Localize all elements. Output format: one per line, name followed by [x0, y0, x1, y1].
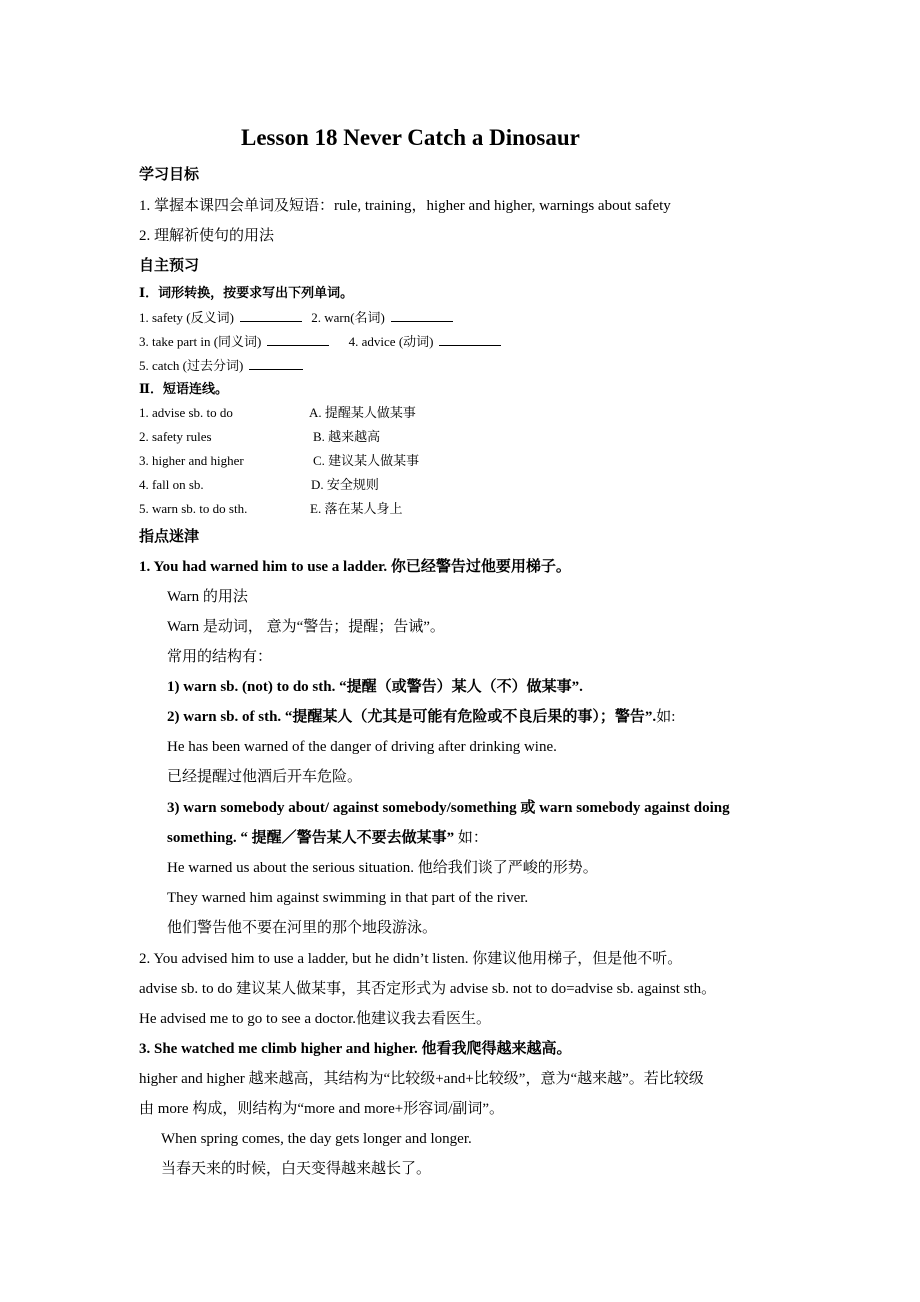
match-right-c: C. 建议某人做某事	[313, 453, 420, 468]
guide-sentence-2: 2. You advised him to use a ladder, but he didn’t listen. 你建议他用梯子，但是他不听。	[139, 951, 683, 967]
question-5: 5. catch (过去分词)	[139, 358, 244, 373]
answer-blank-1[interactable]	[240, 309, 302, 322]
warn-structure-1: 1) warn sb. (not) to do sth. “提醒（或警告）某人（不）做某事”.	[167, 679, 583, 695]
warn-usage-title: Warn 的用法	[167, 589, 248, 605]
comparative-usage-line-1: higher and higher 越来越高，其结构为“比较级+and+比较级”，意为“越来越”。若比较级	[139, 1071, 704, 1087]
answer-blank-3[interactable]	[267, 333, 329, 346]
match-left-2: 2. safety rules	[139, 429, 212, 444]
comparative-example-cn: 当春天来的时候，白天变得越来越长了。	[161, 1161, 432, 1177]
guide-heading: 指点迷津	[139, 529, 200, 545]
match-left-1: 1. advise sb. to do	[139, 405, 233, 420]
warn-structure-3-text: something. “ 提醒／警告某人不要去做某事”	[167, 830, 455, 846]
question-1: 1. safety (反义词)	[139, 310, 234, 325]
exercise-row-1	[139, 309, 453, 326]
page-title: Lesson 18 Never Catch a Dinosaur	[241, 125, 580, 150]
question-4: 4. advice (动词)	[348, 334, 434, 349]
example-3-en: They warned him against swimming in that part of the river.	[167, 890, 529, 906]
example-1-en: He has been warned of the danger of driving after drinking wine.	[167, 739, 557, 755]
goal-item-2: 2. 理解祈使句的用法	[139, 228, 275, 244]
part2-heading: Ⅱ．短语连线。	[139, 381, 228, 396]
advise-usage: advise sb. to do 建议某人做某事，其否定形式为 advise sb. not to do=advise sb. against sth。	[139, 981, 717, 997]
part1-heading: Ⅰ．词形转换，按要求写出下列单词。	[139, 285, 354, 300]
match-left-4: 4. fall on sb.	[139, 477, 204, 492]
answer-blank-2[interactable]	[391, 309, 453, 322]
preview-heading: 自主预习	[139, 258, 200, 274]
guide-sentence-1: 1. You had warned him to use a ladder. 你已经警告过他要用梯子。	[139, 559, 571, 575]
advise-example: He advised me to go to see a doctor.他建议我去看医生。	[139, 1011, 492, 1027]
goal-item-1: 1. 掌握本课四会单词及短语：rule, training，higher and higher, warnings about safety	[139, 198, 671, 214]
match-left-5: 5. warn sb. to do sth.	[139, 501, 248, 516]
match-right-e: E. 落在某人身上	[310, 501, 403, 516]
exercise-row-3	[139, 357, 303, 374]
example-1-cn: 已经提醒过他酒后开车危险。	[167, 769, 363, 785]
answer-blank-4[interactable]	[439, 333, 501, 346]
warn-structures-intro: 常用的结构有：	[167, 649, 273, 665]
guide-sentence-3: 3. She watched me climb higher and higher. 他看我爬得越来越高。	[139, 1041, 572, 1057]
warn-structure-3-line-1: 3) warn somebody about/ against somebody/something 或 warn somebody against doing	[167, 800, 730, 816]
example-2: He warned us about the serious situation. 他给我们谈了严峻的形势。	[167, 860, 598, 876]
answer-blank-5[interactable]	[249, 357, 303, 370]
warn-meaning: Warn 是动词， 意为“警告；提醒；告诫”。	[167, 619, 445, 635]
warn-structure-3-tail: 如：	[454, 830, 488, 846]
comparative-example-en: When spring comes, the day gets longer and longer.	[161, 1131, 472, 1147]
match-right-b: B. 越来越高	[313, 429, 381, 444]
exercise-row-2	[139, 333, 501, 350]
warn-structure-3-line-2	[167, 829, 488, 847]
warn-structure-2-text: 2) warn sb. of sth. “提醒某人（尤其是可能有危险或不良后果的事）；警告”.	[167, 709, 657, 725]
question-2: 2. warn(名词)	[311, 310, 385, 325]
match-right-d: D. 安全规则	[311, 477, 379, 492]
example-3-cn: 他们警告他不要在河里的那个地段游泳。	[167, 920, 438, 936]
question-3: 3. take part in (同义词)	[139, 334, 262, 349]
warn-structure-2-tail: 如:	[656, 709, 676, 725]
match-left-3: 3. higher and higher	[139, 453, 244, 468]
match-right-a: A. 提醒某人做某事	[309, 405, 416, 420]
comparative-usage-line-2: 由 more 构成，则结构为“more and more+形容词/副词”。	[139, 1101, 505, 1117]
warn-structure-2	[167, 708, 675, 726]
goals-heading: 学习目标	[139, 167, 200, 183]
